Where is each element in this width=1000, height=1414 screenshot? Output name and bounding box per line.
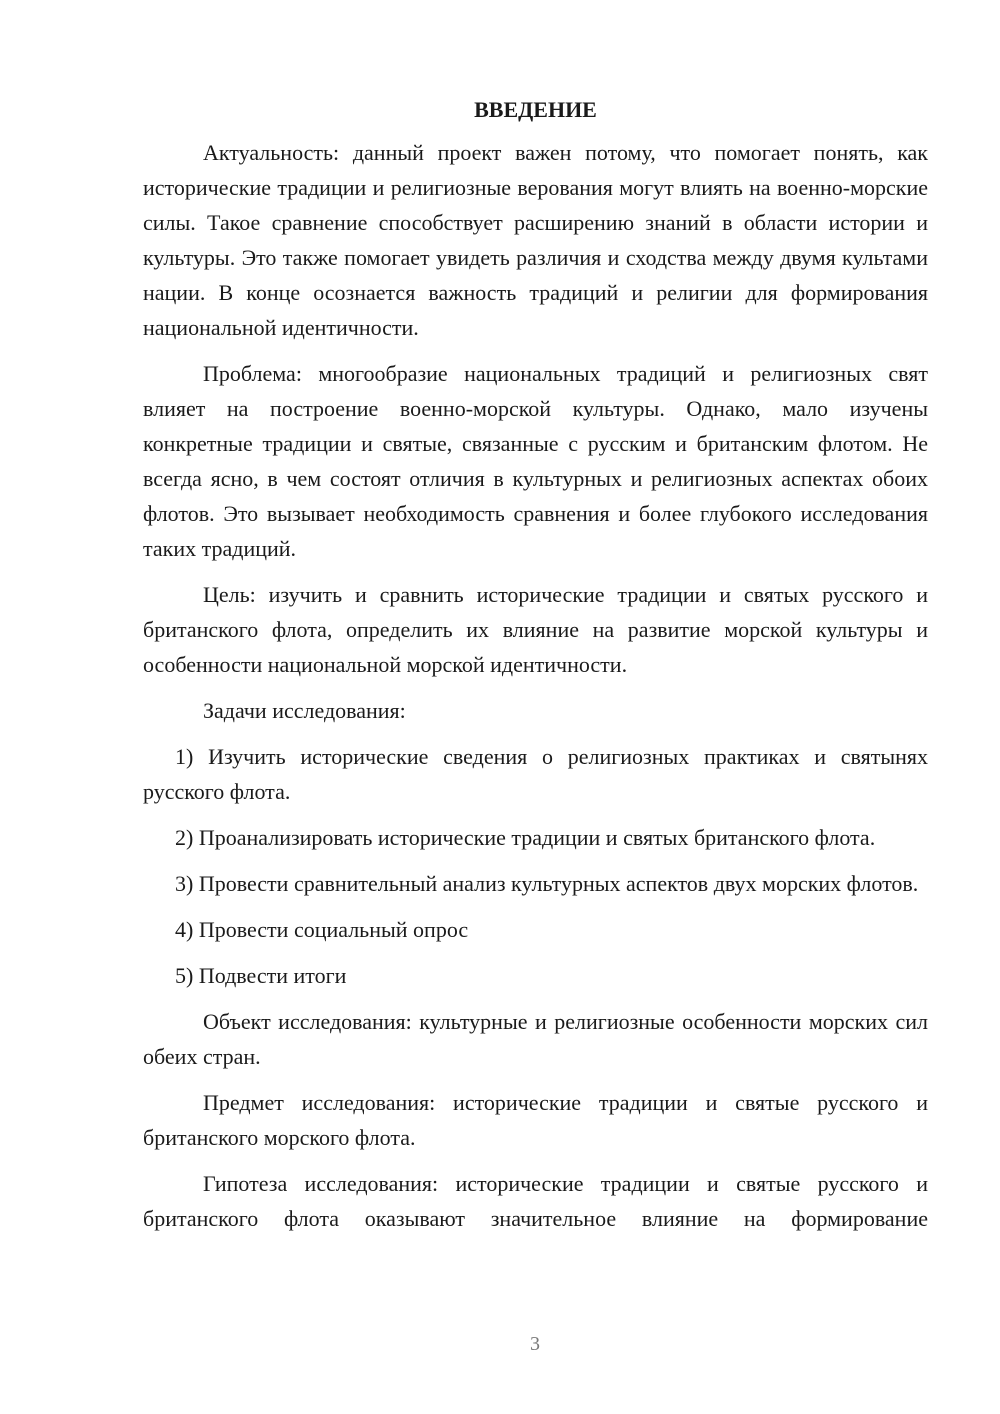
task-item-1: 1) Изучить исторические сведения о религиозных практиках и святынях русского флота. <box>143 744 928 804</box>
paragraph-tasks-intro: Задачи исследования: <box>203 698 406 723</box>
paragraph-problem: Проблема: многообразие национальных традиций и религиозных свят влияет на построение военно-морской культуры. Однако, мало изучены конкретные традиции и святые, связанные с русским и британским флотом. Не всегда ясно, в чем состоят отличия в культурных и религиозных аспектах обоих флотов. Это вызывает необходимость сравнения и более глубокого исследования таких традиций. <box>143 361 928 561</box>
section-heading: ВВЕДЕНИЕ <box>474 97 597 122</box>
page-number: 3 <box>530 1333 540 1355</box>
paragraph-object: Объект исследования: культурные и религиозные особенности морских сил обеих стран. <box>143 1009 928 1069</box>
paragraph-subject: Предмет исследования: исторические традиции и святые русского и британского морского флота. <box>143 1090 928 1150</box>
task-item-2: 2) Проанализировать исторические традиции и святых британского флота. <box>175 825 876 850</box>
task-item-4: 4) Провести социальный опрос <box>175 917 469 942</box>
page-content <box>143 92 928 1247</box>
task-item-3: 3) Провести сравнительный анализ культурных аспектов двух морских флотов. <box>175 871 919 896</box>
paragraph-goal: Цель: изучить и сравнить исторические традиции и святых русского и британского флота, определить их влияние на развитие морской культуры и особенности национальной морской идентичности. <box>143 582 928 677</box>
paragraph-relevance: Актуальность: данный проект важен потому, что помогает понять, как исторические традиции и религиозные верования могут влиять на военно-морские силы. Такое сравнение способствует расширению знаний в области истории и культуры. Это также помогает увидеть различия и сходства между двумя культами нации. В конце осознается важность традиций и религии для формирования национальной идентичности. <box>143 140 928 340</box>
paragraph-hypothesis: Гипотеза исследования: исторические традиции и святые русского и британского флота оказывают значительное влияние на формирование <box>143 1171 928 1231</box>
task-item-5: 5) Подвести итоги <box>175 963 347 988</box>
